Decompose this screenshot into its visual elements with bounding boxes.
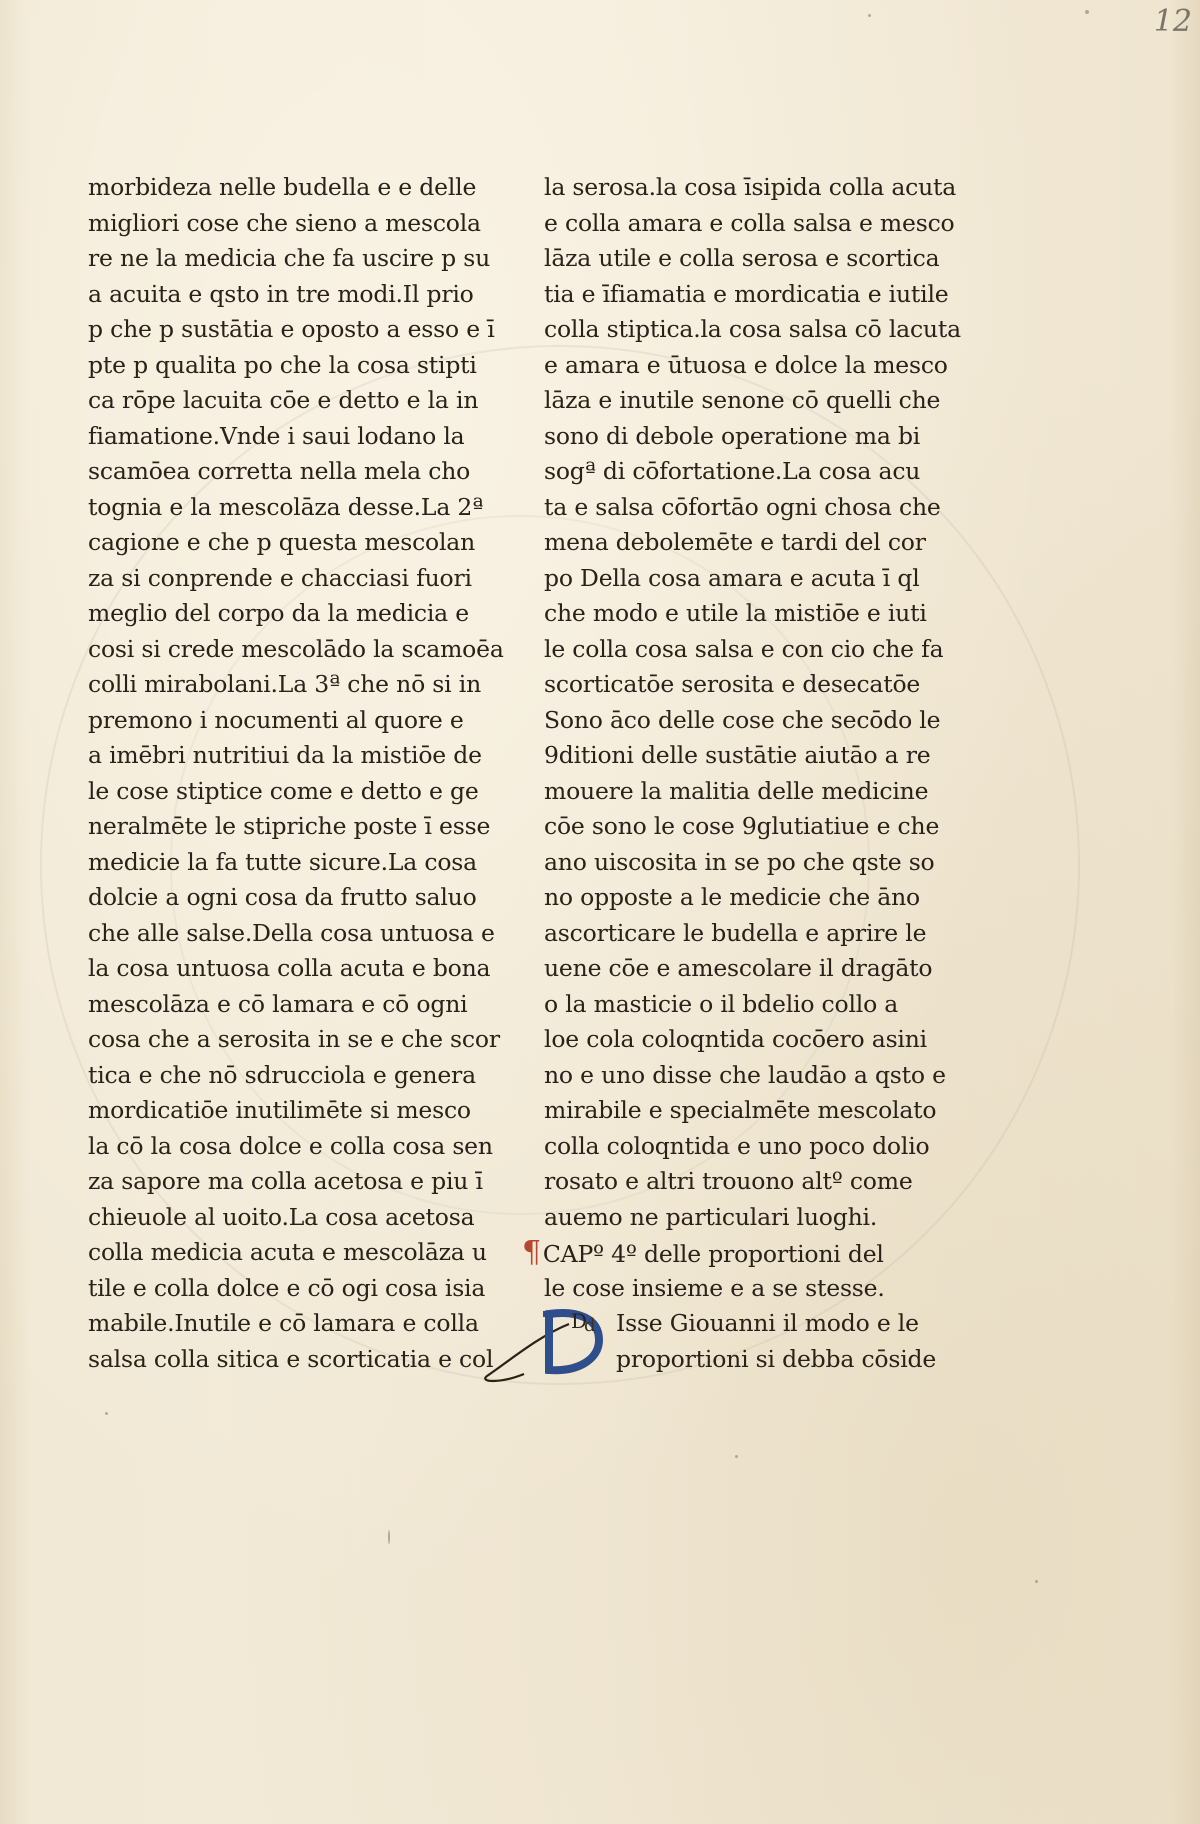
left-column-line: mordicatiōe inutilimēte si mesco xyxy=(88,1096,471,1124)
right-column-line: no opposte a le medicie che āno xyxy=(544,883,920,911)
left-column-line: la cosa untuosa colla acuta e bona xyxy=(88,954,491,982)
right-column-line: sogª di cōfortatione.La cosa acu xyxy=(544,457,921,485)
right-column-line: o la masticie o il bdelio collo a xyxy=(544,989,899,1018)
left-column-line: tica e che nō sdrucciola e genera xyxy=(88,1060,476,1089)
left-column-line: salsa colla sitica e scorticatia e col xyxy=(88,1344,494,1373)
chapter-opening xyxy=(544,1306,944,1377)
left-column-line: medicie la fa tutte sicure.La cosa xyxy=(88,847,477,876)
right-column-line: tia e īfiamatia e mordicatia e iutile xyxy=(544,279,949,308)
right-column-line: mirabile e specialmēte mescolato xyxy=(544,1096,937,1124)
paper-speck xyxy=(1035,1580,1038,1583)
chapter-heading-line-2: le cose insieme e a se stesse. xyxy=(544,1273,885,1302)
left-column-line: za sapore ma colla acetosa e piu ī xyxy=(88,1167,483,1195)
right-column-line: la serosa.la cosa īsipida colla acuta xyxy=(544,173,957,201)
left-column-line: a imēbri nutritiui da la mistiōe de xyxy=(88,741,482,769)
left-column-line: p che p sustātia e oposto a esso e ī xyxy=(88,315,495,343)
right-column-line: colla stiptica.la cosa salsa cō lacuta xyxy=(544,315,961,343)
left-column-line: neralmēte le stipriche poste ī esse xyxy=(88,812,491,840)
left-column-line: cagione e che p questa mescolan xyxy=(88,528,476,556)
left-column-line: pte p qualita po che la cosa stipti xyxy=(88,350,477,379)
chapter-opening-line-2: proportioni si debba cōside xyxy=(616,1344,937,1373)
paper-speck xyxy=(868,14,871,17)
left-column-line: scamōea corretta nella mela cho xyxy=(88,457,471,485)
chapter-heading-line-1 xyxy=(522,1235,944,1271)
pilcrow-mark: ¶ xyxy=(522,1235,541,1270)
right-column-line: no e uno disse che laudāo a qsto e xyxy=(544,1060,946,1089)
paper-speck xyxy=(105,1412,108,1415)
left-column-line: la cō la cosa dolce e colla cosa sen xyxy=(88,1131,493,1160)
right-column-line: colla coloqntida e uno poco dolio xyxy=(544,1131,930,1160)
left-column-line: le cose stiptice come e detto e ge xyxy=(88,776,479,805)
chapter-opening-line-1: Isse Giouanni il modo e le xyxy=(616,1309,919,1337)
left-column-line: meglio del corpo da la medicia e xyxy=(88,599,469,627)
guide-letter: d xyxy=(584,1315,596,1336)
right-column-line: po Della cosa amara e acuta ī ql xyxy=(544,563,920,592)
left-column-line: tile e colla dolce e cō ogi cosa isia xyxy=(88,1273,486,1302)
left-column-line: morbideza nelle budella e e delle xyxy=(88,173,477,201)
right-column-line: che modo e utile la mistiōe e iuti xyxy=(544,599,927,627)
right-column-line: scorticatōe serosita e desecatōe xyxy=(544,670,921,698)
left-column-line: a acuita e qsto in tre modi.Il prio xyxy=(88,279,474,308)
right-column-line: uene cōe e amescolare il dragāto xyxy=(544,954,933,982)
decorated-initial-icon xyxy=(529,1300,611,1382)
left-column-line: fiamatione.Vnde i saui lodano la xyxy=(88,421,465,450)
right-column-line: lāza utile e colla serosa e scortica xyxy=(544,244,940,272)
right-text-column xyxy=(522,170,961,1377)
right-column-line: ascorticare le budella e aprire le xyxy=(544,918,927,947)
initial-letter: D xyxy=(571,1309,587,1333)
right-column-line: sono di debole operatione ma bi xyxy=(544,421,921,450)
folio-number: 12 xyxy=(1153,4,1192,39)
paper-speck xyxy=(388,1530,390,1544)
right-column-line: e colla amara e colla salsa e mesco xyxy=(544,208,955,237)
right-column-line: cōe sono le cose 9glutiatiue e che xyxy=(544,812,940,840)
left-column-line: chieuole al uoito.La cosa acetosa xyxy=(88,1202,475,1231)
right-column-line: e amara e ūtuosa e dolce la mesco xyxy=(544,350,948,379)
left-column-line: mescolāza e cō lamara e cō ogni xyxy=(88,989,468,1018)
right-column-line: Sono āco delle cose che secōdo le xyxy=(544,705,941,734)
left-column-line: colla medicia acuta e mescolāza u xyxy=(88,1238,487,1266)
left-column-line: colli mirabolani.La 3ª che nō si in xyxy=(88,670,482,698)
left-column-line: mabile.Inutile e cō lamara e colla xyxy=(88,1309,479,1337)
left-column-line: che alle salse.Della cosa untuosa e xyxy=(88,918,495,947)
left-column-line: premono i nocumenti al quore e xyxy=(88,705,464,734)
chapter-opening-text xyxy=(616,1306,936,1377)
left-column-line: dolcie a ogni cosa da frutto saluo xyxy=(88,883,477,911)
right-column-body xyxy=(544,170,961,1235)
right-column-line: loe cola coloqntida cocōero asini xyxy=(544,1025,927,1053)
right-column-line: rosato e altri trouono altº come xyxy=(544,1167,913,1195)
chapter-heading-text: CAPº 4º delle proportioni del xyxy=(542,1240,884,1268)
right-column-line: mena debolemēte e tardi del cor xyxy=(544,528,926,556)
right-column-line: lāza e inutile senone cō quelli che xyxy=(544,386,941,414)
right-column-line: ano uiscosita in se po che qste so xyxy=(544,847,935,876)
left-column-line: za si conprende e chacciasi fuori xyxy=(88,563,472,592)
left-column-line: re ne la medicia che fa uscire p su xyxy=(88,244,491,272)
paper-speck xyxy=(1085,10,1089,14)
left-column-line: ca rōpe lacuita cōe e detto e la in xyxy=(88,386,479,414)
right-column-line: le colla cosa salsa e con cio che fa xyxy=(544,634,944,663)
right-column-line: mouere la malitia delle medicine xyxy=(544,776,929,805)
right-column-line: ta e salsa cōfortāo ogni chosa che xyxy=(544,492,941,521)
right-column-line: 9ditioni delle sustātie aiutāo a re xyxy=(544,741,931,769)
right-column-line: auemo ne particulari luoghi. xyxy=(544,1202,878,1231)
left-column-line: cosi si crede mescolādo la scamoēa xyxy=(88,634,504,663)
left-column-line: cosa che a serosita in se e che scor xyxy=(88,1025,500,1053)
paper-speck xyxy=(735,1455,738,1458)
left-text-column xyxy=(88,170,504,1377)
left-column-line: tognia e la mescolāza desse.La 2ª xyxy=(88,492,484,521)
left-column-line: migliori cose che sieno a mescola xyxy=(88,208,481,237)
